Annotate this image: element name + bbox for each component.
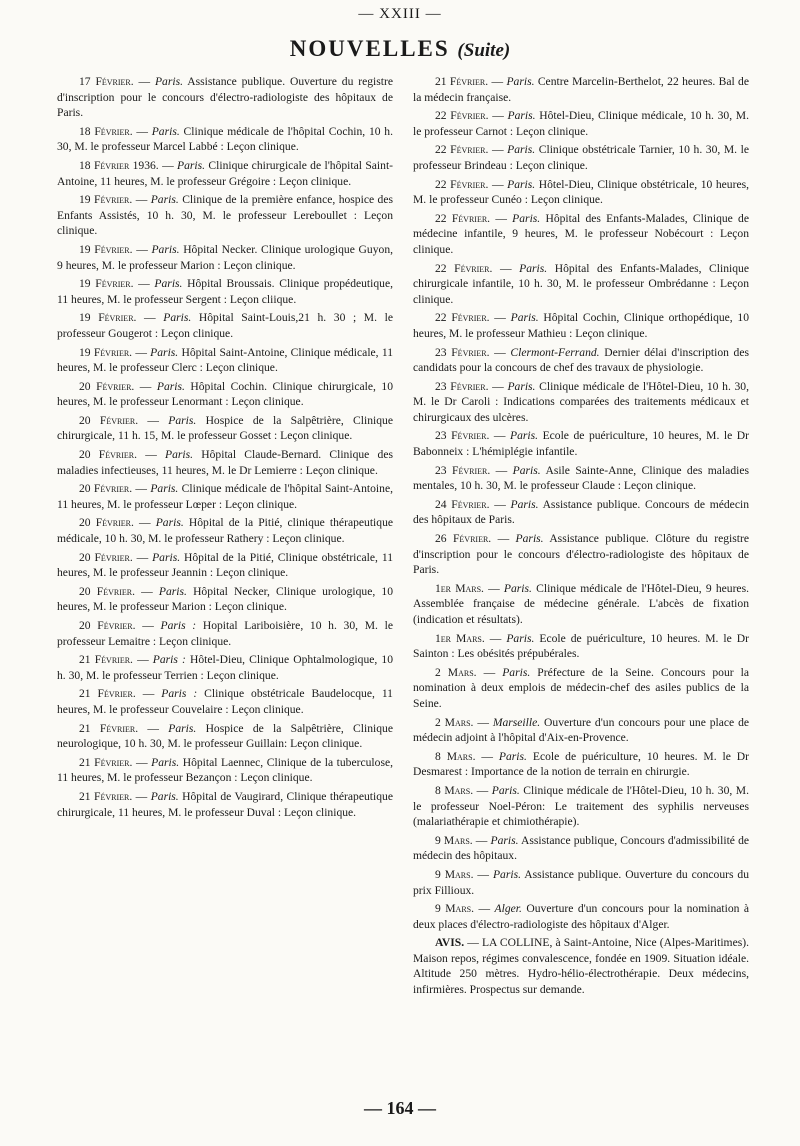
entry-city: Paris. <box>512 211 541 225</box>
news-entry: 19 Février. — Paris. Hôpital Necker. Clinique urologique Guyon, 9 heures, M. le professeur Marion : Leçon clinique. <box>57 242 394 272</box>
entry-city: Paris. <box>519 261 548 275</box>
entry-date: 24 Février. <box>435 497 490 511</box>
news-entry: 21 Février. — Paris. Centre Marcelin-Berthelot, 22 heures. Bal de la médecin française. <box>413 75 749 104</box>
entry-city: Paris. <box>510 429 539 443</box>
entry-city: Paris. <box>150 345 179 359</box>
entry-city: Paris. <box>502 665 531 679</box>
news-entry: 2 Mars. — Marseille. Ouverture d'un concours pour une place de médecin adjoint à l'hôpital d'Aix-en-Provence. <box>413 715 750 745</box>
entry-city: Alger. <box>494 902 522 916</box>
news-entry: 21 Février. — Paris. Hôpital de Vaugirard, Clinique thérapeutique chirurgicale, 11 heures, M. le professeur Duval : Leçon clinique. <box>57 789 393 819</box>
news-entry: 24 Février. — Paris. Assistance publique. Concours de médecin des hôpitaux de Paris. <box>413 497 749 527</box>
entry-date: 26 Février. <box>435 532 492 546</box>
news-entry: 21 Février. — Paris. Hôpital Laennec, Clinique de la tuberculose, 11 heures, M. le professeur Bezançon : Leçon clinique. <box>57 755 393 785</box>
news-entry: 8 Mars. — Paris. Clinique médicale de l'Hôtel-Dieu, 10 h. 30, M. le professeur Noel-Péron: Le traitement des syphilis nerveuses (malariathérapie et chimiothérapie). <box>413 783 750 829</box>
entry-text: Clinique obstétricale Baudelocque, 11 heures, M. le professeur Couvelaire : Leçon clinique. <box>57 687 393 716</box>
entry-text: Hôpital Saint-Antoine, Clinique médicale, 11 heures, M. le professeur Clerc : Leçon clinique. <box>57 345 393 375</box>
entry-date: 20 Février. <box>79 448 138 462</box>
news-entry: 21 Février. — Paris. Hospice de la Salpêtrière, Clinique neurologique, 10 h. 30, M. le professeur Guillain: Leçon clinique. <box>57 721 393 751</box>
news-entry: 22 Février. — Paris. Hôtel-Dieu, Clinique obstétricale, 10 heures, M. le professeur Cunéo : Leçon clinique. <box>413 177 749 207</box>
news-entry: 20 Février. — Paris. Hôpital de la Pitié, Clinique obstétricale, 11 heures, M. le professeur Jeannin : Leçon clinique. <box>57 550 394 580</box>
entry-text: Assistance publique. Concours de médecin des hôpitaux de Paris. <box>413 497 749 527</box>
entry-text: Clinique médicale de l'Hôtel-Dieu, 10 h. 30, M. le Dr Caroli : Indications comparées des traitements médicaux et chirurgicaux des ulcères. <box>413 379 749 424</box>
entry-date: 21 Février. <box>79 653 133 667</box>
entry-city: Paris. <box>152 550 181 564</box>
entry-text: Clinique médicale de l'Hôtel-Dieu, 10 h. 30, M. le professeur Noel-Péron: Le traitement des syphilis nerveuses (malariathérapie et chimiothérapie). <box>413 783 750 829</box>
entry-city: Paris : <box>160 619 197 632</box>
entry-date: 20 Février. <box>79 516 134 530</box>
entry-text: Asile Sainte-Anne, Clinique des maladies mentales, 10 h. 30, M. le professeur Claude : Leçon clinique. <box>413 463 749 493</box>
section-title <box>0 36 800 62</box>
entry-text: Hôpital Broussais. Clinique propédeutique, 11 heures, M. le professeur Sergent : Leçon cliique. <box>57 277 394 306</box>
news-entry: 2 Mars. — Paris. Préfecture de la Seine. Concours pour la nomination à deux emplois de médecin-chef des asiles publics de la Seine. <box>413 665 750 710</box>
entry-text: Hopital Lariboisière, 10 h. 30, M. le professeur Lemaitre : Leçon clinique. <box>57 619 393 648</box>
news-entry: 17 Février. — Paris. Assistance publique. Ouverture du registre d'inscription pour le concours d'électro-radiologiste des hôpitaux de Paris. <box>57 75 393 120</box>
news-entry: 19 Février. — Paris. Hôpital Saint-Louis,21 h. 30 ; M. le professeur Gougerot : Leçon clinique. <box>57 311 393 340</box>
entry-date: 22 Février. <box>435 177 489 191</box>
entry-date: 21 Février. <box>435 75 489 88</box>
entry-city: Clermont-Ferrand. <box>510 345 600 359</box>
news-entry: 23 Février. — Clermont-Ferrand. Dernier délai d'inscription des candidats pour la concours de chef des travaux de physiologie. <box>413 345 750 375</box>
entry-city: Paris. <box>154 277 183 291</box>
entry-date: 20 Février. <box>79 413 139 427</box>
news-entry: 20 Février. — Paris. Hôpital Cochin. Clinique chirurgicale, 10 heures, M. le professeur Lenormant : Leçon clinique. <box>57 379 394 409</box>
entry-city: Paris. <box>156 379 185 393</box>
entry-text: Hôpital de Vaugirard, Clinique thérapeutique chirurgicale, 11 heures, M. le professeur Duval : Leçon clinique. <box>57 789 393 819</box>
entry-date: 19 Février. <box>79 311 137 325</box>
entry-city: Paris. <box>515 532 544 546</box>
news-entry: 1er Mars. — Paris. Clinique médicale de l'Hôtel-Dieu, 9 heures. Assemblée française de médecine générale. L'abcès de fixation (indication et résultats). <box>413 581 749 626</box>
entry-text: Clinique obstétricale Tarnier, 10 h. 30, M. le professeur Brindeau : Leçon clinique. <box>413 143 749 172</box>
entry-date: 21 Février. <box>79 755 133 769</box>
entry-date: 21 Février. <box>79 721 139 735</box>
entry-text: Préfecture de la Seine. Concours pour la nomination à deux emplois de médecin-chef des asiles publics de la Seine. <box>413 665 750 710</box>
entry-city: Paris. <box>490 833 519 847</box>
entry-date: 9 Mars. <box>435 867 474 881</box>
entry-date: 22 Février. <box>435 109 489 123</box>
entry-text: Hôpital des Enfants-Malades, Clinique chirurgicale infantile, 10 h. 30, M. le professeur Ombrédanne : Leçon clinique. <box>413 261 749 306</box>
entry-date: 8 Mars. <box>435 783 474 797</box>
news-entry: 22 Février. — Paris. Clinique obstétricale Tarnier, 10 h. 30, M. le professeur Brindeau : Leçon clinique. <box>413 143 749 172</box>
entry-date: 23 Février. <box>435 429 490 443</box>
entry-city: Paris. <box>510 311 539 325</box>
entry-text: Hospice de la Salpêtrière, Clinique chirurgicale, 11 h. 15, M. le professeur Gosset : Leçon clinique. <box>57 413 393 443</box>
entry-date: 22 Février. <box>435 211 491 225</box>
news-entry: 19 Février. — Paris. Clinique de la première enfance, hospice des Enfants Assistés, 10 h. 30, M. le professeur Lereboullet : Leçon clinique. <box>57 193 394 238</box>
entry-date: 19 Février. <box>79 193 133 207</box>
entry-date: 9 Mars. <box>435 902 475 916</box>
entry-date: 21 Février. <box>79 687 136 701</box>
entry-date: 20 Février. <box>79 550 133 564</box>
entry-city: Paris. <box>150 789 179 803</box>
entry-text: Hôpital Laennec, Clinique de la tuberculose, 11 heures, M. le professeur Bezançon : Leçon clinique. <box>57 755 393 785</box>
news-entry: 22 Février. — Paris. Hôtel-Dieu, Clinique médicale, 10 h. 30, M. le professeur Carnot : Leçon clinique. <box>413 109 750 138</box>
entry-text: Hôpital des Enfants-Malades, Clinique de médecine infantile, 9 heures, M. le professeur Nobécourt : Leçon clinique. <box>413 211 749 256</box>
news-entry: 9 Mars. — Paris. Assistance publique. Ouverture du concours du prix Fillioux. <box>413 867 750 897</box>
entry-text: Ecole de puériculture, 10 heures. M. le Dr Desmarest : Importance de la notion de terrain en chirurgie. <box>413 749 750 779</box>
entry-date: 20 Février. <box>79 482 133 496</box>
entry-date: 2 Mars. <box>435 715 474 729</box>
entry-date: 20 Février. <box>79 584 135 598</box>
entry-date: 1er Mars. <box>435 581 484 595</box>
entry-date: 22 Février. <box>435 311 490 325</box>
entry-city: Paris. <box>155 516 184 530</box>
entry-date: 22 Février. <box>435 261 493 275</box>
entry-date: 19 Février. <box>79 242 133 256</box>
news-entry: 23 Février. — Paris. Asile Sainte-Anne, Clinique des maladies mentales, 10 h. 30, M. le professeur Claude : Leçon clinique. <box>413 463 749 493</box>
entry-city: Paris. <box>506 631 535 645</box>
entry-text: Hôpital Saint-Louis,21 h. 30 ; M. le professeur Gougerot : Leçon clinique. <box>57 311 393 340</box>
entry-city: Paris. <box>512 463 541 477</box>
entry-city: Paris : <box>161 687 198 701</box>
entry-text: Hôpital Necker. Clinique urologique Guyon, 9 heures, M. le professeur Marion : Leçon clinique. <box>57 242 394 272</box>
news-entry: 8 Mars. — Paris. Ecole de puériculture, 10 heures. M. le Dr Desmarest : Importance de la notion de terrain en chirurgie. <box>413 749 750 779</box>
entry-text: Centre Marcelin-Berthelot, 22 heures. Bal de la médecin française. <box>413 75 749 104</box>
entry-text: Assistance publique, Concours d'admissibilité de médecin des hôpitaux. <box>413 833 750 863</box>
entry-text: Hôpital Cochin, Clinique orthopédique, 10 heures, M. le professeur Mathieu : Leçon clinique. <box>413 311 750 340</box>
entry-city: Paris. <box>498 749 527 763</box>
entry-text: Ouverture d'un concours pour une place de médecin adjoint à l'hôpital d'Aix-en-Provence. <box>413 715 750 745</box>
entry-text: Clinique médicale de l'hôpital Cochin, 10 h. 30, M. le professeur Marcel Labbé : Leçon clinique. <box>57 124 393 154</box>
news-entry: 21 Février. — Paris : Clinique obstétricale Baudelocque, 11 heures, M. le professeur Couvelaire : Leçon clinique. <box>57 687 393 716</box>
entry-text: Clinique de la première enfance, hospice des Enfants Assistés, 10 h. 30, M. le professeur Lereboullet : Leçon clinique. <box>57 193 394 238</box>
entry-date: 18 Février 1936. <box>79 158 159 172</box>
entry-city: Paris. <box>506 75 535 88</box>
entry-text: Ecole de puériculture, 10 heures. M. le Dr Sainton : Les obésités prépubérales. <box>413 631 750 661</box>
entry-text: Hôpital de la Pitié, clinique thérapeutique médicale, 10 h. 30, M. le professeur Rathery : Leçon clinique. <box>57 516 394 546</box>
news-entry: 21 Février. — Paris : Hôtel-Dieu, Clinique Ophtalmologique, 10 h. 30, M. le professeur Terrien : Leçon clinique. <box>57 653 393 682</box>
news-entry: 20 Février. — Paris. Hospice de la Salpêtrière, Clinique chirurgicale, 11 h. 15, M. le professeur Gosset : Leçon clinique. <box>57 413 393 443</box>
entry-date: 23 Février. <box>435 345 490 359</box>
entry-date: 2 Mars. <box>435 665 477 679</box>
entry-city: Paris. <box>507 177 536 191</box>
entry-date: 8 Mars. <box>435 749 476 763</box>
entry-city: Paris. <box>168 721 197 735</box>
news-entry: 23 Février. — Paris. Ecole de puériculture, 10 heures, M. le Dr Babonneix : L'hémiplégie infantile. <box>413 429 750 459</box>
entry-city: Paris. <box>492 867 521 881</box>
avis-label: AVIS. <box>435 936 465 950</box>
news-entry: 19 Février. — Paris. Hôpital Saint-Antoine, Clinique médicale, 11 heures, M. le professeur Clerc : Leçon clinique. <box>57 345 393 375</box>
right-column <box>413 74 749 1001</box>
entry-city: Paris. <box>503 581 532 595</box>
entry-date: 17 Février. <box>79 75 134 88</box>
entry-text: Clinique médicale de l'hôpital Saint-Antoine, 11 heures, M. le professeur Lœper : Leçon clinique. <box>57 482 393 511</box>
entry-text: Hôpital Claude-Bernard. Clinique des maladies infectieuses, 11 heures, M. le Dr Lemierre : Leçon clinique. <box>57 448 393 477</box>
entry-date: 19 Février. <box>79 277 134 291</box>
news-entry: 22 Février. — Paris. Hôpital des Enfants-Malades, Clinique chirurgicale infantile, 10 h. 30, M. le professeur Ombrédanne : Leçon clinique. <box>413 261 749 306</box>
news-entry: 22 Février. — Paris. Hôpital des Enfants-Malades, Clinique de médecine infantile, 9 heures, M. le professeur Nobécourt : Leçon clinique. <box>413 211 749 256</box>
news-entry: 20 Février. — Paris. Hôpital Claude-Bernard. Clinique des maladies infectieuses, 11 heures, M. le Dr Lemierre : Leçon clinique. <box>57 448 393 477</box>
entry-text: Ouverture d'un concours pour la nomination à deux places d'électro-radiologiste des hôpitaux d'Alger. <box>413 902 750 931</box>
page-roman-numeral: — XXIII — <box>358 6 442 22</box>
right-column-entries <box>413 74 749 932</box>
news-entry: 18 Février 1936. — Paris. Clinique chirurgicale de l'hôpital Saint-Antoine, 11 heures, M. le professeur Grégoire : Leçon clinique. <box>57 158 394 188</box>
news-entry: 22 Février. — Paris. Hôpital Cochin, Clinique orthopédique, 10 heures, M. le professeur Mathieu : Leçon clinique. <box>413 311 750 340</box>
news-entry: 9 Mars. — Paris. Assistance publique, Concours d'admissibilité de médecin des hôpitaux. <box>413 833 750 863</box>
entry-date: 20 Février. <box>79 379 135 393</box>
entry-city: Paris. <box>510 497 539 511</box>
avis-notice <box>413 935 749 997</box>
entry-date: 20 Février. <box>79 619 136 632</box>
page-number: — 164 — <box>364 1098 436 1118</box>
entry-city: Paris. <box>168 413 197 427</box>
entry-city: Paris. <box>507 379 536 393</box>
entry-city: Paris. <box>150 482 179 496</box>
entry-text: Assistance publique. Ouverture du registre d'inscription pour le concours d'électro-radiologiste des hôpitaux de Paris. <box>57 75 393 120</box>
news-entry: 26 Février. — Paris. Assistance publique. Clôture du registre d'inscription pour le concours d'électro-radiologiste des hôpitaux de Paris. <box>413 532 749 577</box>
entry-text: Hôpital de la Pitié, Clinique obstétricale, 11 heures, M. le professeur Jeannin : Leçon clinique. <box>57 550 394 580</box>
entry-city: Paris. <box>507 143 536 157</box>
news-entry: 9 Mars. — Alger. Ouverture d'un concours pour la nomination à deux places d'électro-radiologiste des hôpitaux d'Alger. <box>413 902 750 931</box>
entry-text: Clinique chirurgicale de l'hôpital Saint-Antoine, 11 heures, M. le professeur Grégoire : Leçon clinique. <box>57 158 394 188</box>
news-entry: 23 Février. — Paris. Clinique médicale de l'Hôtel-Dieu, 10 h. 30, M. le Dr Caroli : Indications comparées des traitements médicaux et chirurgicaux des ulcères. <box>413 379 749 424</box>
entry-city: Paris. <box>150 193 179 207</box>
entry-city: Paris. <box>491 783 520 797</box>
entry-city: Paris : <box>152 653 186 667</box>
entry-date: 1er Mars. <box>435 631 485 645</box>
news-entry: 1er Mars. — Paris. Ecole de puériculture, 10 heures. M. le Dr Sainton : Les obésités prépubérales. <box>413 631 750 661</box>
avis-text: — LA COLLINE, à Saint-Antoine, Nice (Alpes-Maritimes). Maison repos, régimes convalescence, fondée en 1909. Situation idéale. Altitude 250 mètres. Hydro-hélio-électrothérapie. Deux médecins, infirmières. Prospectus sur demande. <box>413 936 749 997</box>
news-entry: 20 Février. — Paris. Hôpital de la Pitié, clinique thérapeutique médicale, 10 h. 30, M. le professeur Rathery : Leçon clinique. <box>57 516 394 546</box>
news-entry: 19 Février. — Paris. Hôpital Broussais. Clinique propédeutique, 11 heures, M. le professeur Sergent : Leçon cliique. <box>57 277 394 306</box>
entry-text: Hôpital Cochin. Clinique chirurgicale, 10 heures, M. le professeur Lenormant : Leçon clinique. <box>57 379 394 409</box>
entry-text: Hospice de la Salpêtrière, Clinique neurologique, 10 h. 30, M. le professeur Guillain: Leçon clinique. <box>57 721 393 751</box>
entry-text: Assistance publique. Clôture du registre d'inscription pour le concours d'électro-radiologiste des hôpitaux de Paris. <box>413 532 749 577</box>
section-title-suffix: (Suite) <box>457 40 511 61</box>
entry-date: 19 Février. <box>79 345 133 359</box>
entry-city: Paris. <box>158 584 187 598</box>
entry-city: Paris. <box>154 75 183 88</box>
entry-city: Paris. <box>151 755 180 769</box>
entry-city: Paris. <box>151 242 180 256</box>
news-entry: 20 Février. — Paris. Clinique médicale de l'hôpital Saint-Antoine, 11 heures, M. le professeur Lœper : Leçon clinique. <box>57 482 393 511</box>
left-column <box>57 74 393 823</box>
entry-city: Paris. <box>177 158 206 172</box>
news-entry: 18 Février. — Paris. Clinique médicale de l'hôpital Cochin, 10 h. 30, M. le professeur Marcel Labbé : Leçon clinique. <box>57 124 393 154</box>
news-entry: 20 Février. — Paris. Hôpital Necker, Clinique urologique, 10 heures, M. le professeur Marion : Leçon clinique. <box>57 584 393 614</box>
entry-city: Paris. <box>163 311 192 325</box>
entry-date: 9 Mars. <box>435 833 473 847</box>
entry-date: 18 Février. <box>79 124 133 138</box>
entry-city: Paris. <box>165 448 194 462</box>
entry-date: 23 Février. <box>435 379 489 393</box>
entry-text: Hôpital Necker, Clinique urologique, 10 heures, M. le professeur Marion : Leçon clinique. <box>57 584 393 614</box>
section-title-text: NOUVELLES <box>289 36 450 61</box>
entry-text: Hôtel-Dieu, Clinique Ophtalmologique, 10 h. 30, M. le professeur Terrien : Leçon clinique. <box>57 653 393 682</box>
entry-date: 22 Février. <box>435 143 489 157</box>
entry-text: Hôtel-Dieu, Clinique obstétricale, 10 heures, M. le professeur Cunéo : Leçon clinique. <box>413 177 749 207</box>
entry-date: 23 Février. <box>435 463 491 477</box>
entry-city: Paris. <box>151 124 180 138</box>
entry-city: Paris. <box>507 109 536 123</box>
entry-date: 21 Février. <box>79 789 133 803</box>
entry-city: Marseille. <box>492 715 541 729</box>
entry-text: Clinique médicale de l'Hôtel-Dieu, 9 heures. Assemblée française de médecine générale. L'abcès de fixation (indication et résultats). <box>413 581 749 626</box>
entry-text: Dernier délai d'inscription des candidats pour la concours de chef des travaux de physiologie. <box>413 345 750 375</box>
entry-text: Assistance publique. Ouverture du concours du prix Fillioux. <box>413 867 750 897</box>
entry-text: Ecole de puériculture, 10 heures, M. le Dr Babonneix : L'hémiplégie infantile. <box>413 429 750 459</box>
entry-text: Hôtel-Dieu, Clinique médicale, 10 h. 30, M. le professeur Carnot : Leçon clinique. <box>413 109 750 138</box>
news-entry: 20 Février. — Paris : Hopital Lariboisière, 10 h. 30, M. le professeur Lemaitre : Leçon clinique. <box>57 619 393 648</box>
